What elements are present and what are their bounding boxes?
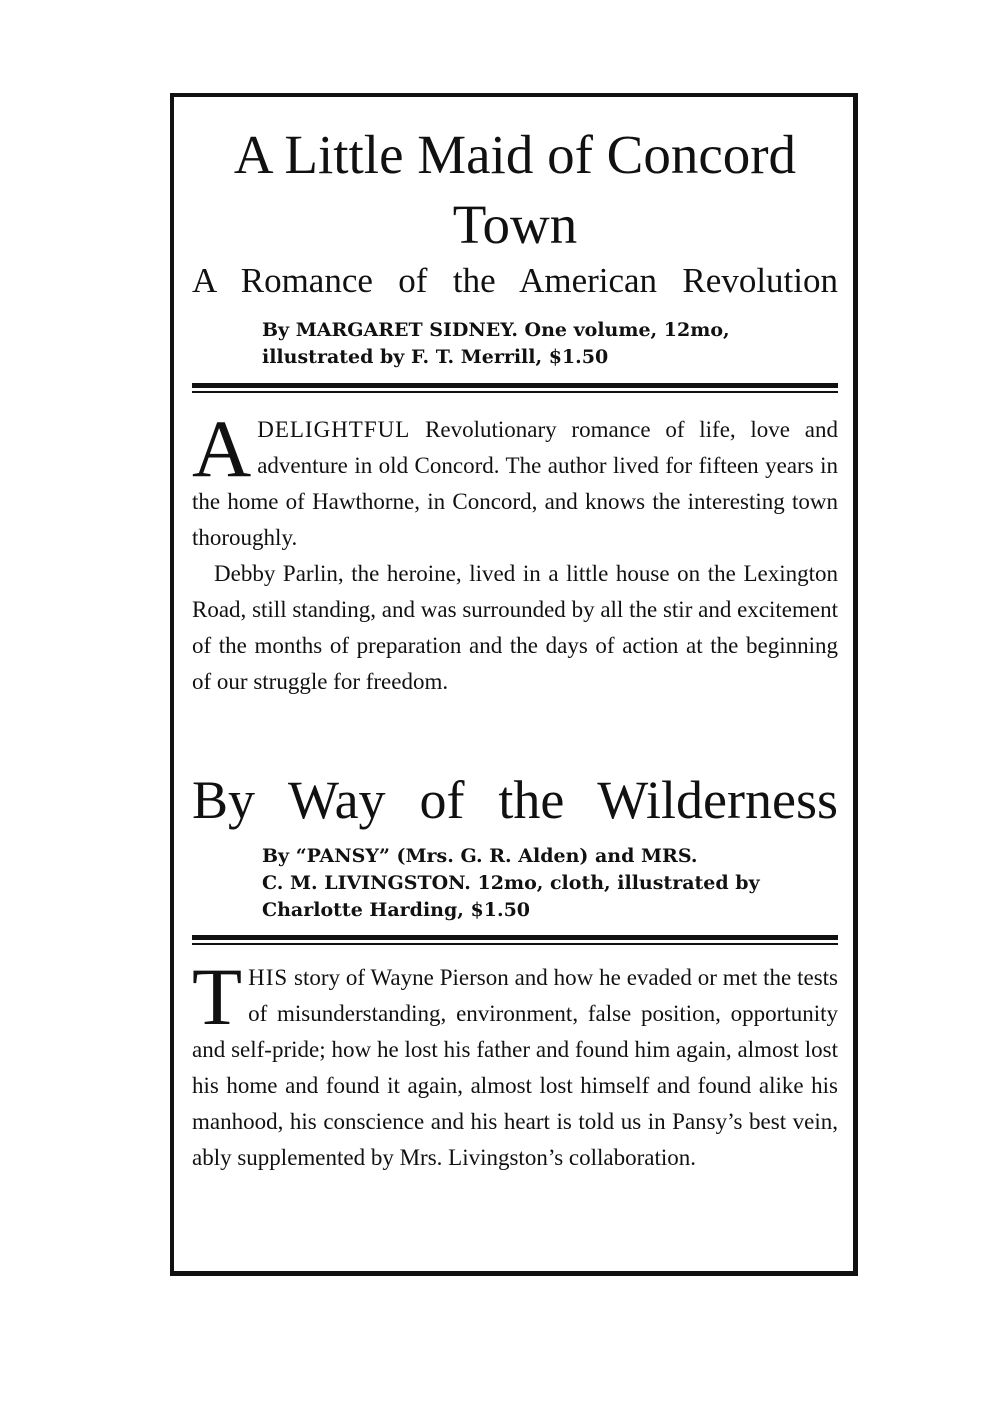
book2-dropcap: T	[192, 951, 243, 1042]
book1-title-line2: Town	[452, 194, 578, 255]
book1-lead-word: DELIGHTFUL	[257, 417, 411, 442]
book2-title: By Way of the Wilderness	[192, 770, 838, 830]
book1-paragraph-1-text: Revolutionary romance of life, love and adventure in old Concord. The author lived for fifteen years in the home of Hawthorne, in Concord, and knows the interesting town thoroughly.	[192, 417, 838, 550]
book1-dropcap: A	[192, 403, 252, 494]
book1-subtitle: A Romance of the American Revolution	[192, 261, 838, 300]
book1-double-rule	[192, 383, 838, 393]
book2-double-rule	[192, 935, 838, 945]
book1-byline-line2: illustrated by F. T. Merrill, $1.50	[262, 346, 609, 368]
book2-lead-word: HIS	[248, 965, 289, 990]
book1-paragraph-1	[192, 403, 838, 556]
book1-byline	[262, 317, 838, 371]
book1-title	[192, 120, 838, 260]
book1-description	[192, 403, 838, 700]
book2-byline	[262, 843, 838, 924]
book2-byline-line1: By “PANSY” (Mrs. G. R. Alden) and MRS.	[262, 845, 698, 867]
book2-description	[192, 951, 838, 1176]
book1-paragraph-2: Debby Parlin, the heroine, lived in a little house on the Lexington Road, still standing, and was surrounded by all the stir and excitement of the months of preparation and the days of action at the beginning of our struggle for freedom.	[192, 561, 838, 694]
book1-title-line1: A Little Maid of Concord	[233, 124, 797, 185]
book1-byline-line1: By MARGARET SIDNEY. One volume, 12mo,	[262, 319, 730, 341]
book2-paragraph-1-text: story of Wayne Pierson and how he evaded or met the tests of misunderstanding, environment, false position, opportunity and self-pride; how he lost his father and found him again, almost lost his home and found it again, almost lost himself and found alike his manhood, his conscience and his heart is told us in Pansy’s best vein, ably supplemented by Mrs. Livingston’s collaboration.	[192, 965, 838, 1170]
book2-byline-line2: C. M. LIVINGSTON. 12mo, cloth, illustrated by	[262, 872, 760, 894]
book2-paragraph-1	[192, 951, 838, 1176]
book2-byline-line3: Charlotte Harding, $1.50	[262, 899, 531, 921]
